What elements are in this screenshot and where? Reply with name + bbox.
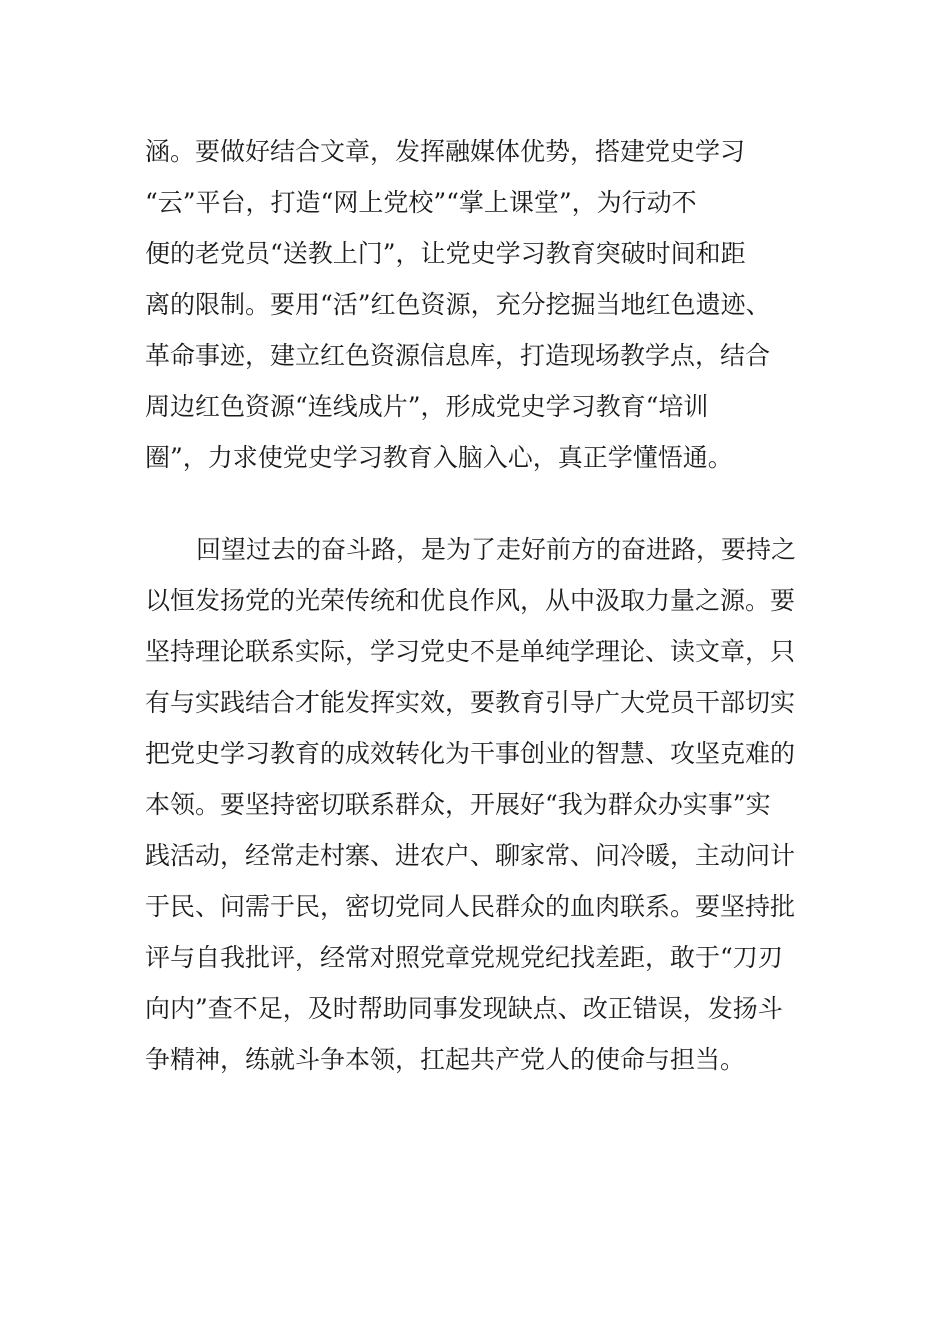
- paragraph-2-line-6: 本领。要坚持密切联系群众，开展好“我为群众办实事”实: [145, 790, 771, 819]
- paragraph-1-line-4: 离的限制。要用“活”红色资源，充分挖掘当地红色遗迹、: [145, 290, 771, 319]
- paragraph-2-line-11: 争精神，练就斗争本领，扛起共产党人的使命与担当。: [145, 1045, 746, 1074]
- paragraph-1-line-6: 周边红色资源“连线成片”，形成党史学习教育“培训: [145, 392, 709, 421]
- paragraph-1-line-1: 涵。要做好结合文章，发挥融媒体优势，搭建党史学习: [145, 137, 746, 166]
- paragraph-1-line-3: 便的老党员“送教上门”，让党史学习教育突破时间和距: [145, 239, 746, 268]
- paragraph-2-line-4: 有与实践结合才能发挥实效，要教育引导广大党员干部切实: [145, 688, 796, 717]
- paragraph-2-line-10: 向内”查不足，及时帮助同事发现缺点、改正错误，发扬斗: [145, 994, 783, 1023]
- paragraph-2-line-3: 坚持理论联系实际，学习党史不是单纯学理论、读文章，只: [145, 637, 796, 666]
- paragraph-2-line-8: 于民、问需于民，密切党同人民群众的血肉联系。要坚持批: [145, 892, 796, 921]
- paragraph-2-line-1: 回望过去的奋斗路，是为了走好前方的奋进路，要持之: [196, 535, 797, 564]
- paragraph-1-line-7: 圈”，力求使党史学习教育入脑入心，真正学懂悟通。: [145, 443, 733, 472]
- paragraph-1-line-2: “云”平台，打造“网上党校”“掌上课堂”，为行动不: [145, 188, 697, 217]
- paragraph-1-line-5: 革命事迹，建立红色资源信息库，打造现场教学点，结合: [145, 341, 771, 370]
- paragraph-2-line-5: 把党史学习教育的成效转化为干事创业的智慧、攻坚克难的: [145, 739, 796, 768]
- paragraph-2-line-2: 以恒发扬党的光荣传统和优良作风，从中汲取力量之源。要: [145, 586, 796, 615]
- paragraph-2-line-7: 践活动，经常走村寨、进农户、聊家常、问冷暖，主动问计: [145, 841, 796, 870]
- paragraph-2-line-9: 评与自我批评，经常对照党章党规党纪找差距，敢于“刀刃: [145, 943, 783, 972]
